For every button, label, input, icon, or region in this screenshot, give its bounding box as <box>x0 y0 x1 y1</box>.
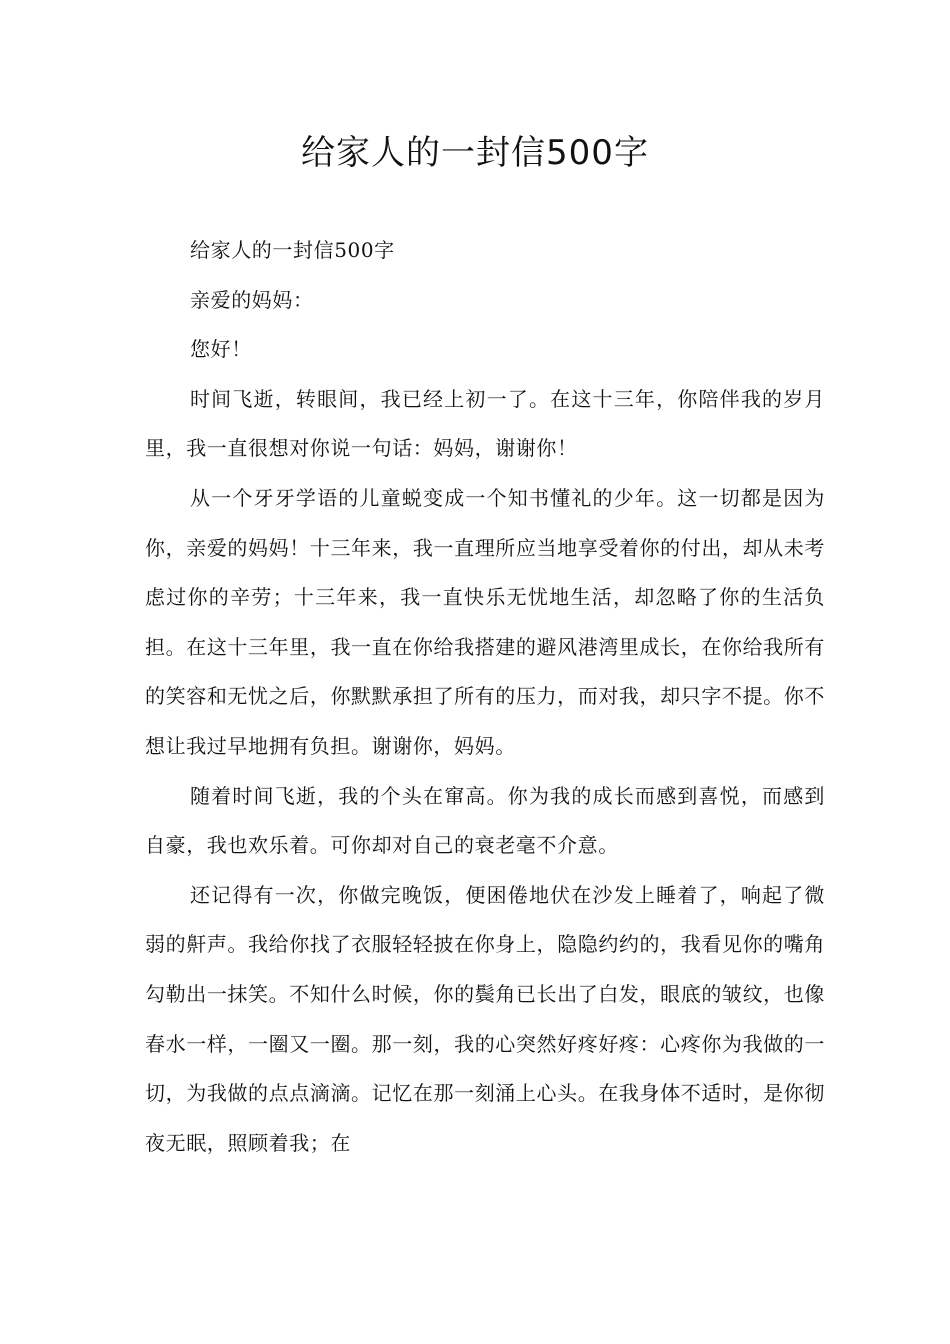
paragraph-heading: 给家人的一封信500字 <box>190 238 395 262</box>
paragraph: 随着时间飞逝，我的个头在窜高。你为我的成长而感到喜悦，而感到自豪，我也欢乐着。可你却对自己的衰老毫不介意。 <box>145 783 825 858</box>
paragraph: 时间飞逝，转眼间，我已经上初一了。在这十三年，你陪伴我的岁月里，我一直很想对你说一句话：妈妈，谢谢你！ <box>145 386 825 461</box>
paragraph-salutation: 亲爱的妈妈： <box>190 287 314 312</box>
paragraph: 从一个牙牙学语的儿童蜕变成一个知书懂礼的少年。这一切都是因为你，亲爱的妈妈！十三年来，我一直理所应当地享受着你的付出，却从未考虑过你的辛劳；十三年来，我一直快乐无忧地生活，却忽略了你的生活负担。在这十三年里，我一直在你给我搭建的避风港湾里成长，在你给我所有的笑容和无忧之后，你默默承担了所有的压力，而对我，却只字不提。你不想让我过早地拥有负担。谢谢你，妈妈。 <box>145 485 825 758</box>
document-title: 给家人的一封信500字 <box>301 133 649 173</box>
document-body <box>145 226 825 1168</box>
paragraph-greeting: 您好！ <box>190 337 252 362</box>
paragraph: 还记得有一次，你做完晚饭，便困倦地伏在沙发上睡着了，响起了微弱的鼾声。我给你找了衣服轻轻披在你身上，隐隐约约的，我看见你的嘴角勾勒出一抹笑。不知什么时候，你的鬓角已长出了白发，眼底的皱纹，也像春水一样，一圈又一圈。那一刻，我的心突然好疼好疼：心疼你为我做的一切，为我做的点点滴滴。记忆在那一刻涌上心头。在我身体不适时，是你彻夜无眠，照顾着我；在 <box>145 882 825 1155</box>
